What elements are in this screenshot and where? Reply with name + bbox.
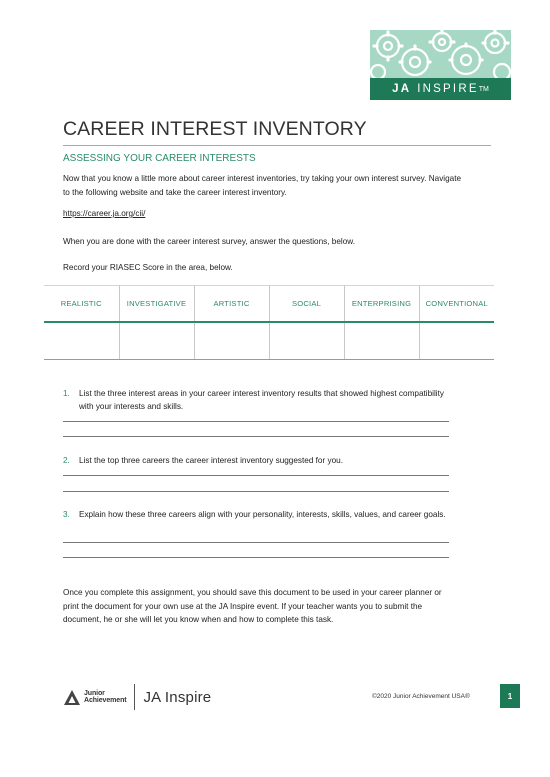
- closing-paragraph: Once you complete this assignment, you should save this document to be used in your career planner or print the document for your own use at the JA Inspire event. If your teacher wants you to submit the document, he or she will let you know when and how to complete this task.: [63, 588, 442, 624]
- copyright-text: ©2020 Junior Achievement USA®: [372, 693, 470, 700]
- instruction-record: Record your RIASEC Score in the area, below.: [63, 263, 233, 272]
- link-paragraph: [63, 207, 463, 221]
- brand-inspire: INSPIRE: [417, 83, 479, 95]
- banner-brand: [370, 78, 511, 100]
- question-2: [63, 455, 451, 468]
- title-divider: [63, 145, 491, 146]
- riasec-header-row: [44, 286, 494, 322]
- riasec-header-investigative: INVESTIGATIVE: [119, 286, 194, 322]
- riasec-score-investigative[interactable]: [119, 322, 194, 360]
- question-text: List the three interest areas in your career interest inventory results that showed highest compatibility with your interests and skills.: [79, 389, 444, 411]
- riasec-header-realistic: REALISTIC: [44, 286, 119, 322]
- ja-inspire-banner: [370, 30, 511, 100]
- riasec-header-artistic: ARTISTIC: [194, 286, 269, 322]
- org-line-1: Junior: [84, 689, 105, 697]
- footer-logo: [63, 683, 211, 711]
- page-title: CAREER INTEREST INVENTORY: [63, 118, 367, 140]
- org-line-2: Achievement: [84, 697, 127, 704]
- question-text: Explain how these three careers align with your personality, interests, skills, values, and career goals.: [79, 510, 446, 519]
- riasec-score-conventional[interactable]: [419, 322, 494, 360]
- intro-paragraph: Now that you know a little more about career interest inventories, try taking your own interest survey. Navigate to the following website and take the career interest inventory.: [63, 174, 462, 197]
- page-subtitle: ASSESSING YOUR CAREER INTERESTS: [63, 153, 256, 164]
- riasec-header-enterprising: ENTERPRISING: [344, 286, 419, 322]
- riasec-header-conventional: CONVENTIONAL: [419, 286, 494, 322]
- riasec-score-artistic[interactable]: [194, 322, 269, 360]
- riasec-score-social[interactable]: [269, 322, 344, 360]
- question-1: [63, 388, 451, 413]
- question-number: 2.: [63, 456, 70, 465]
- question-3: [63, 509, 451, 522]
- junior-achievement-logo-icon: [63, 689, 81, 706]
- answer-line[interactable]: [63, 491, 449, 492]
- riasec-score-row: [44, 322, 494, 360]
- riasec-score-enterprising[interactable]: [344, 322, 419, 360]
- junior-achievement-wordmark: [84, 690, 126, 705]
- instruction-answer: When you are done with the career interest survey, answer the questions, below.: [63, 237, 356, 246]
- answer-line[interactable]: [63, 542, 449, 543]
- answer-line[interactable]: [63, 475, 449, 476]
- riasec-score-table: [44, 285, 494, 360]
- question-number: 3.: [63, 510, 70, 519]
- page-number: 1: [500, 684, 520, 708]
- ja-inspire-wordmark: JA Inspire: [143, 688, 212, 706]
- answer-line[interactable]: [63, 436, 449, 437]
- riasec-header-social: SOCIAL: [269, 286, 344, 322]
- question-text: List the top three careers the career interest inventory suggested for you.: [79, 456, 343, 465]
- logo-divider: [134, 684, 135, 710]
- riasec-score-realistic[interactable]: [44, 322, 119, 360]
- brand-ja: JA: [392, 83, 412, 95]
- answer-line[interactable]: [63, 421, 449, 422]
- question-number: 1.: [63, 389, 70, 398]
- brand-trademark: TM: [478, 85, 489, 93]
- answer-line[interactable]: [63, 557, 449, 558]
- career-inventory-link[interactable]: https://career.ja.org/cii/: [63, 209, 146, 218]
- gears-icon: [370, 30, 511, 78]
